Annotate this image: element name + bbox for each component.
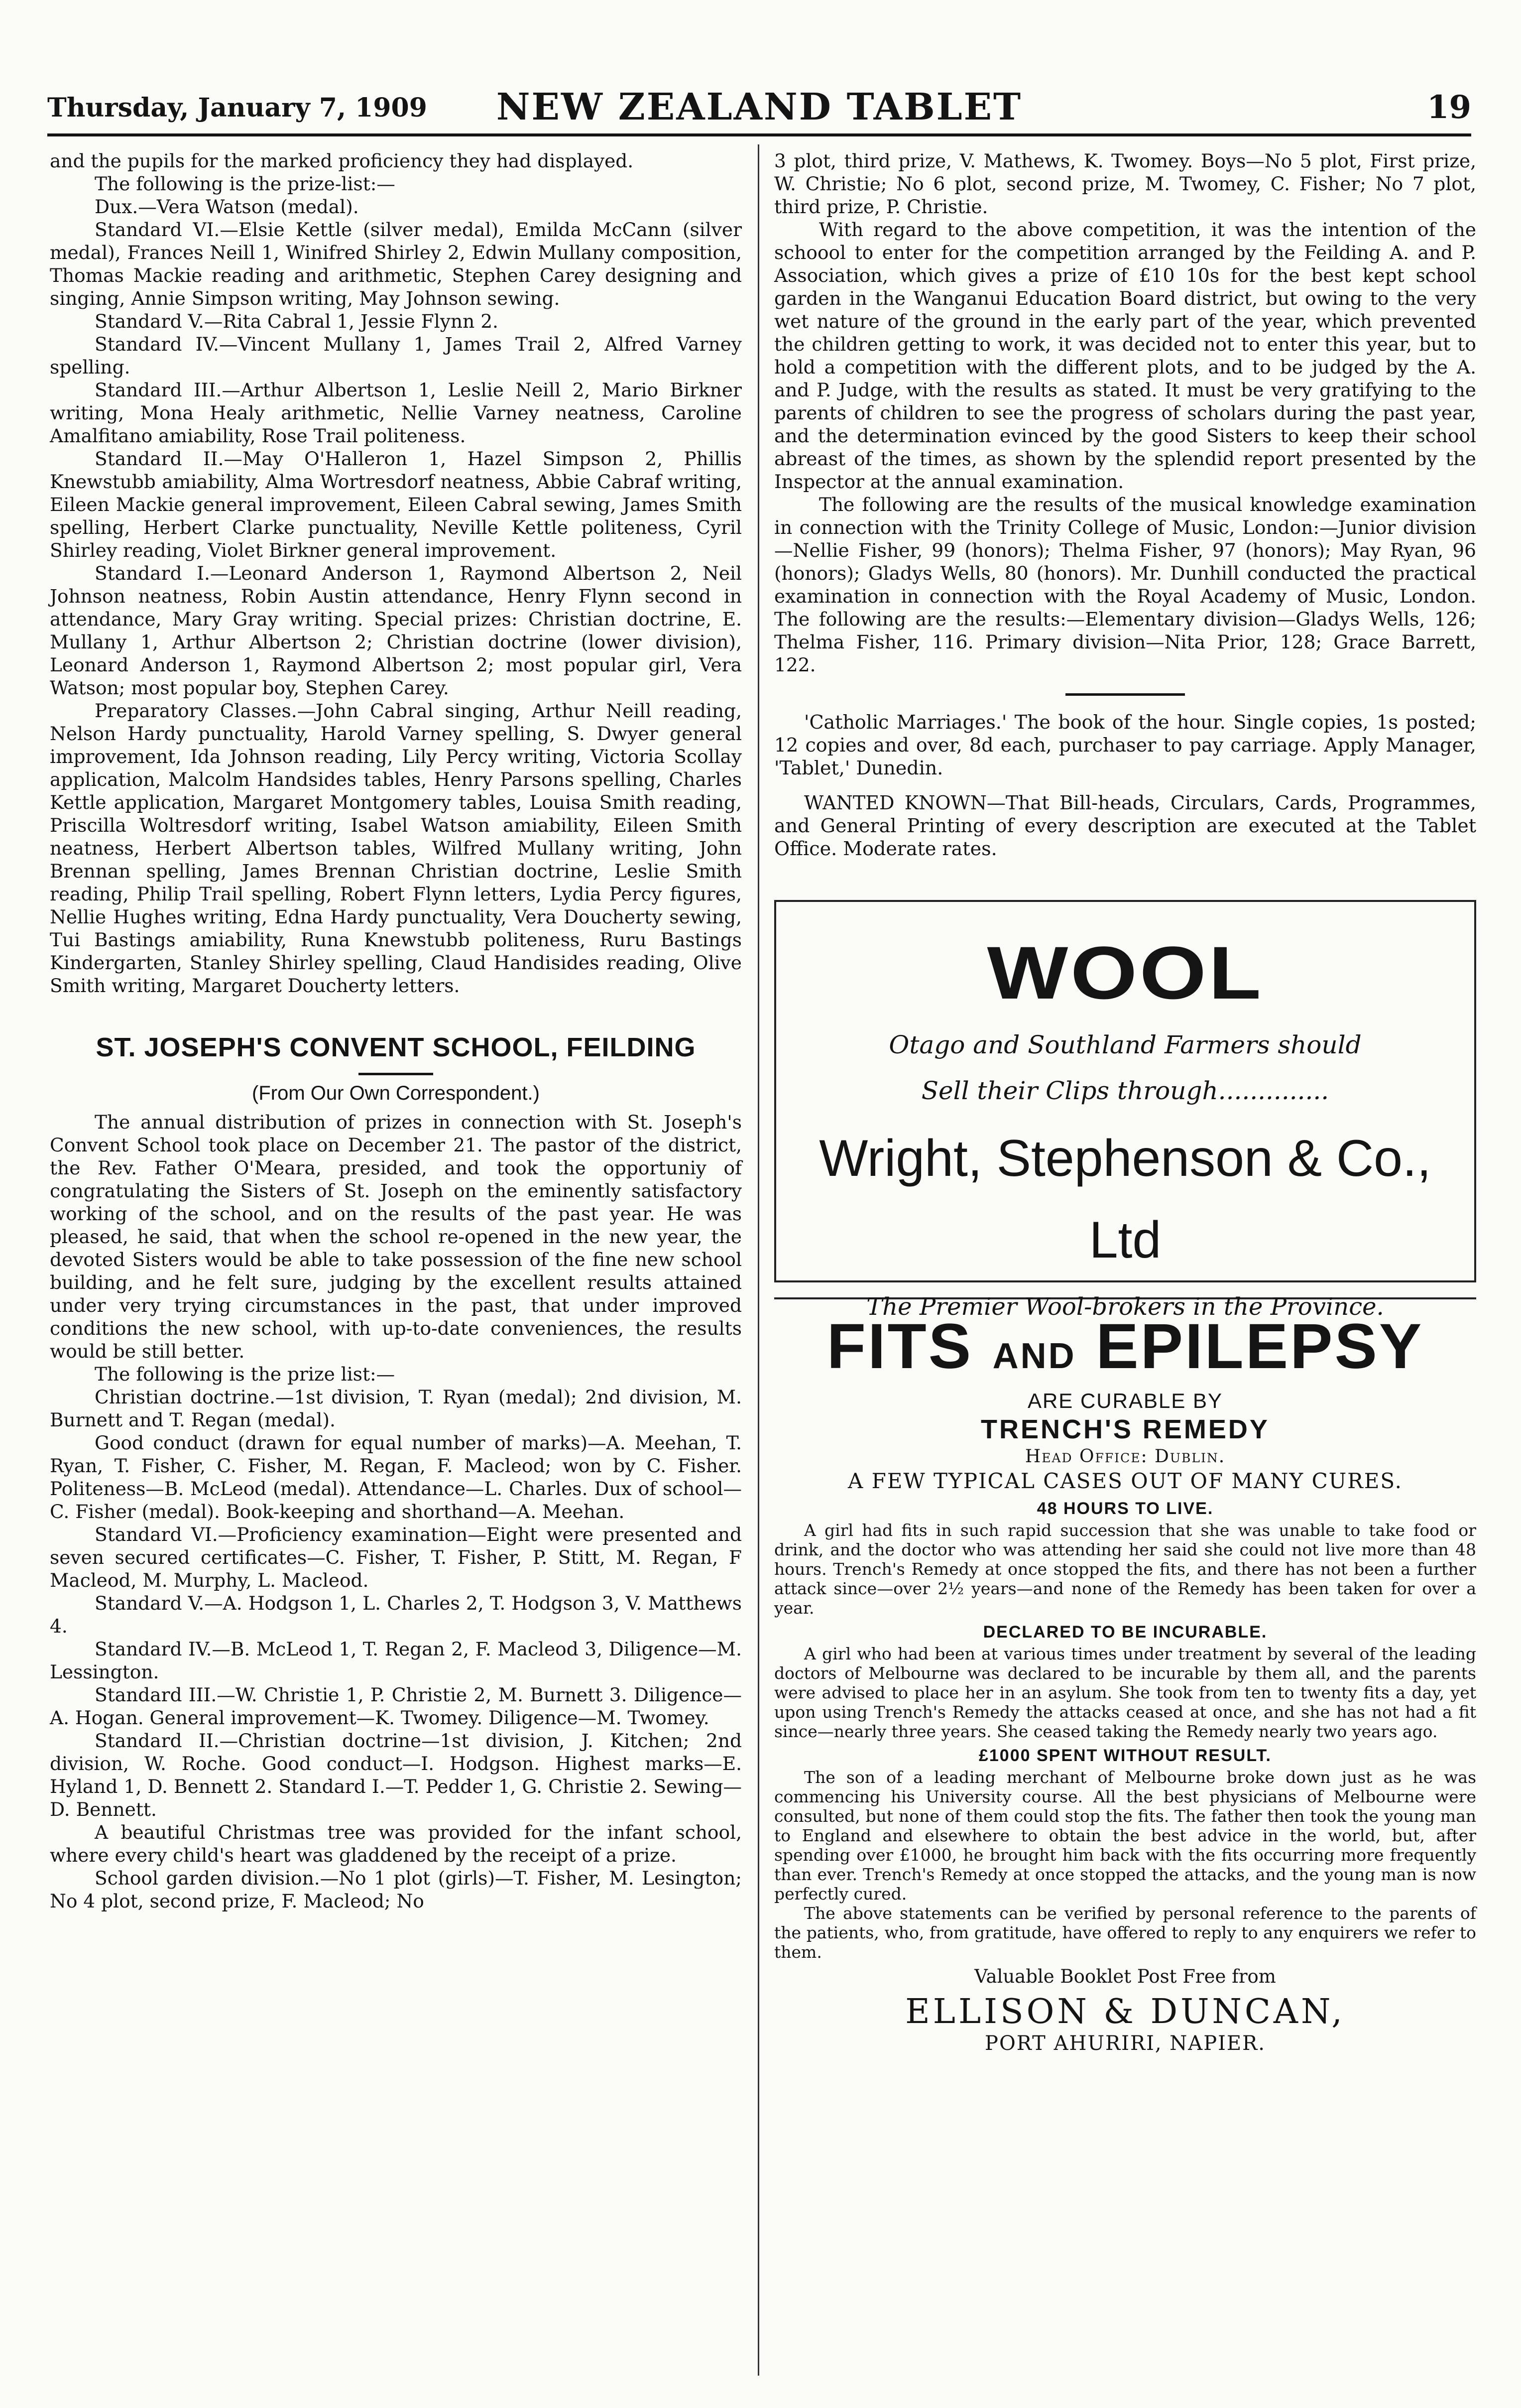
article-paragraph: Dux.—Vera Watson (medal). — [95, 196, 359, 218]
article-paragraph: The annual distribution of prizes in connection with St. Joseph's Convent School took place on December 21. The pastor of the district, the Rev. Father O'Meara, presided, and took the opportuniy of congratulating the Sisters of St. Joseph on the eminently satisfactory working of the school, and on the results of the past year. He was pleased, he said, that when the school re-opened in the new year, the devoted Sisters would be able to take possession of the fine new school building, and he felt sure, judging by the excellent results attained under very trying circumstances in the past, that under improved conditions the new school, with up-to-date conveniences, the results would be still better. — [50, 1111, 742, 1362]
wool-advertisement — [774, 900, 1476, 1321]
curable-line: ARE CURABLE BY — [1027, 1389, 1223, 1412]
section-divider — [1065, 693, 1185, 696]
page-number: 19 — [1426, 89, 1471, 126]
byline: (From Our Own Correspondent.) — [252, 1082, 540, 1104]
case-text: A girl had fits in such rapid succession that she was unable to take food or drink, and the doctor who was attending her said she could not live more than 48 hours. Trench's Remedy at once stopped the fits, and there has not been a further attack since—over 2½ years—and none of the Remedy has been taken for over a year. — [774, 1521, 1476, 1618]
case-heading: DECLARED TO BE INCURABLE. — [983, 1623, 1268, 1642]
promo-notice: WANTED KNOWN—That Bill-heads, Circulars, Cards, Programmes, and General Printing of every description are executed at the Tablet Office. Moderate rates. — [774, 792, 1476, 860]
article-paragraph: Standard III.—Arthur Albertson 1, Leslie Neill 2, Mario Birkner writing, Mona Healy arithmetic, Nellie Varney neatness, Caroline Amalfitano amiability, Rose Trail politeness. — [50, 379, 742, 447]
wool-headline: WOOL — [987, 931, 1264, 1014]
article-paragraph: Standard VI.—Proficiency examination—Eight were presented and seven secured certificates—C. Fisher, T. Fisher, P. Stitt, M. Regan, F Macleod, M. Murphy, L. Macleod. — [50, 1523, 742, 1591]
case-heading: £1000 SPENT WITHOUT RESULT. — [978, 1746, 1272, 1765]
column-divider — [758, 144, 759, 2376]
case-text: The son of a leading merchant of Melbourne broke down just as he was commencing his University course. All the best physicians of Melbourne were consulted, but none of them could stop the fits. The father then took the young man to England and elsewhere to obtain the best advice in the world, but, after spending over £1000, he brought him back with the fits occurring more frequently than ever. Trench's Remedy at once stopped the attacks, and the young man is now perfectly cured. — [774, 1768, 1476, 1903]
wool-firm-suffix: Ltd — [1089, 1211, 1162, 1269]
article-paragraph: and the pupils for the marked proficiency they had displayed. — [50, 150, 634, 172]
article-paragraph: Standard II.—May O'Halleron 1, Hazel Simpson 2, Phillis Knewstubb amiability, Alma Wortresdorf neatness, Abbie Cabraf writing, Eileen Mackie general improvement, Eileen Cabral sewing, James Smith spelling, Herbert Clarke punctuality, Neville Kettle politeness, Cyril Shirley reading, Violet Birkner general improvement. — [50, 448, 742, 561]
issue-date: Thursday, January 7, 1909 — [47, 93, 427, 123]
fits-headline — [774, 1311, 1476, 1389]
promo-notice: 'Catholic Marriages.' The book of the hour. Single copies, 1s posted; 12 copies and over, 8d each, purchaser to pay carriage. Apply Manager, 'Tablet,' Dunedin. — [774, 711, 1476, 779]
agent-firm: ELLISON & DUNCAN, — [905, 1992, 1345, 2031]
article-paragraph: Standard V.—A. Hodgson 1, L. Charles 2, T. Hodgson 3, V. Matthews 4. — [50, 1592, 742, 1637]
article-paragraph: School garden division.—No 1 plot (girls)—T. Fisher, M. Lesington; No 4 plot, second prize, F. Macleod; No — [50, 1867, 742, 1912]
wool-subline: Otago and Southland Farmers should — [889, 1030, 1362, 1059]
article-paragraph: A beautiful Christmas tree was provided for the infant school, where every child's heart was gladdened by the receipt of a prize. — [50, 1821, 742, 1866]
head-office: Head Office: Dublin. — [1025, 1446, 1226, 1467]
article-paragraph: Preparatory Classes.—John Cabral singing, Arthur Neill reading, Nelson Hardy punctuality, Harold Varney spelling, S. Dwyer general improvement, Ida Johnson reading, Lily Percy writing, Victoria Scollay application, Malcolm Handsides tables, Henry Parsons spelling, Charles Kettle application, Margaret Montgomery tables, Louisa Smith reading, Priscilla Woltresdorf writing, Isabel Watson amiability, Eileen Smith neatness, Herbert Albertson tables, Wilfred Mullany writing, John Brennan spelling, James Brennan Christian doctrine, Leslie Smith reading, Philip Trail spelling, Robert Flynn letters, Lydia Percy figures, Nellie Hughes writing, Edna Hardy punctuality, Vera Doucherty sewing, Tui Bastings amiability, Runa Knewstubb politeness, Ruru Bastings Kindergarten, Stanley Shirley spelling, Claud Handisides reading, Olive Smith writing, Margaret Doucherty letters. — [50, 700, 742, 997]
cases-heading: A FEW TYPICAL CASES OUT OF MANY CURES. — [847, 1469, 1403, 1493]
article-paragraph: Standard I.—Leonard Anderson 1, Raymond Albertson 2, Neil Johnson neatness, Robin Austin attendance, Henry Flynn second in attendance, Mary Gray writing. Special prizes: Christian doctrine, E. Mullany 1, Arthur Albertson 2; Christian doctrine (lower division), Leonard Anderson 1, Raymond Albertson 2; most popular girl, Vera Watson; most popular boy, Stephen Carey. — [50, 562, 742, 699]
article-paragraph: Good conduct (drawn for equal number of marks)—A. Meehan, T. Ryan, T. Fisher, C. Fisher, M. Regan, F. Macleod; won by C. Fisher. Politeness—B. McLeod (medal). Attendance—L. Charles. Dux of school—C. Fisher (medal). Book-keeping and shorthand—A. Meehan. — [50, 1432, 742, 1522]
remedy-name: TRENCH'S REMEDY — [981, 1414, 1270, 1444]
booklet-line: Valuable Booklet Post Free from — [974, 1966, 1276, 1987]
article-paragraph: Standard V.—Rita Cabral 1, Jessie Flynn 2. — [95, 310, 498, 332]
wool-tagline: The Premier Wool-brokers in the Province. — [866, 1293, 1384, 1321]
article-paragraph: With regard to the above competition, it was the intention of the schoool to enter for the competition arranged by the Feilding A. and P. Association, which gives a prize of £10 10s for the best kept school garden in the Wanganui Education Board district, but owing to the very wet nature of the ground in the early part of the year, which prevented the children getting to work, it was decided not to enter this year, but to hold a competition with the different plots, and to be judged by the A. and P. Judge, with the results as stated. It must be very gratifying to the parents of children to see the progress of scholars during the past year, and the determination evinced by the good Sisters to keep their school abreast of the times, as shown by the splendid report presented by the Inspector at the annual examination. — [774, 219, 1476, 493]
case-text: A girl who had been at various times under treatment by several of the leading doctors of Melbourne was declared to be incurable by them all, and the parents were advised to place her in an asylum. She took from ten to twenty fits a day, yet upon using Trench's Remedy the attacks ceased at once, and she has not had a fit since—nearly three years. She ceased taking the Remedy nearly two years ago. — [774, 1644, 1476, 1741]
right-column — [774, 149, 1476, 2055]
article-paragraph: Standard IV.—B. McLeod 1, T. Regan 2, F. Macleod 3, Diligence—M. Lessington. — [50, 1638, 742, 1683]
article-paragraph: Standard IV.—Vincent Mullany 1, James Trail 2, Alfred Varney spelling. — [50, 333, 742, 378]
article-paragraph: Standard II.—Christian doctrine—1st division, J. Kitchen; 2nd division, W. Roche. Good conduct—I. Hodgson. Highest marks—E. Hyland 1, D. Bennett 2. Standard I.—T. Pedder 1, G. Christie 2. Sewing—D. Bennett. — [50, 1730, 742, 1820]
epilepsy-advertisement — [774, 1297, 1476, 2055]
article-paragraph: Christian doctrine.—1st division, T. Ryan (medal); 2nd division, M. Burnett and T. Regan (medal). — [50, 1386, 742, 1431]
agent-address: PORT AHURIRI, NAPIER. — [985, 2032, 1266, 2055]
wool-subline: Sell their Clips through.............. — [921, 1076, 1329, 1105]
left-column — [50, 149, 742, 1912]
section-heading: ST. JOSEPH'S CONVENT SCHOOL, FEILDING — [96, 1032, 696, 1062]
article-paragraph: The following is the prize list:— — [95, 1363, 395, 1385]
case-heading: 48 HOURS TO LIVE. — [1037, 1499, 1214, 1518]
article-paragraph: Standard III.—W. Christie 1, P. Christie 2, M. Burnett 3. Diligence—A. Hogan. General improvement—K. Twomey. Diligence—M. Twomey. — [50, 1684, 742, 1729]
newspaper-title: NEW ZEALAND TABLET — [496, 86, 1023, 128]
heading-rule — [358, 1073, 433, 1075]
fits-word: FITS — [826, 1311, 973, 1382]
article-paragraph: Standard VI.—Elsie Kettle (silver medal), Emilda McCann (silver medal), Frances Neill 1, Winifred Shirley 2, Edwin Mullany composition, Thomas Mackie reading and arithmetic, Stephen Carey designing and singing, Annie Simpson writing, May Johnson sewing. — [50, 219, 742, 309]
wool-firm-name: Wright, Stephenson & Co., — [819, 1130, 1431, 1187]
case-text: The above statements can be verified by personal reference to the parents of the patients, who, from gratitude, have offered to reply to any enquirers we refer to them. — [774, 1903, 1476, 1962]
and-word: AND — [992, 1336, 1076, 1376]
article-paragraph: The following are the results of the musical knowledge examination in connection with the Trinity College of Music, London:—Junior division—Nellie Fisher, 99 (honors); Thelma Fisher, 97 (honors); May Ryan, 96 (honors); Gladys Wells, 80 (honors). Mr. Dunhill conducted the practical examination in connection with the Royal Academy of Music, London. The following are the results:—Elementary division—Gladys Wells, 126; Thelma Fisher, 116. Primary division—Nita Prior, 128; Grace Barrett, 122. — [774, 494, 1476, 676]
article-paragraph: 3 plot, third prize, V. Mathews, K. Twomey. Boys—No 5 plot, First prize, W. Christie; No 6 plot, second prize, M. Twomey, C. Fisher; No 7 plot, third prize, P. Christie. — [774, 150, 1476, 218]
epilepsy-word: EPILEPSY — [1096, 1311, 1424, 1382]
masthead — [47, 84, 1471, 136]
article-paragraph: The following is the prize-list:— — [95, 173, 395, 195]
